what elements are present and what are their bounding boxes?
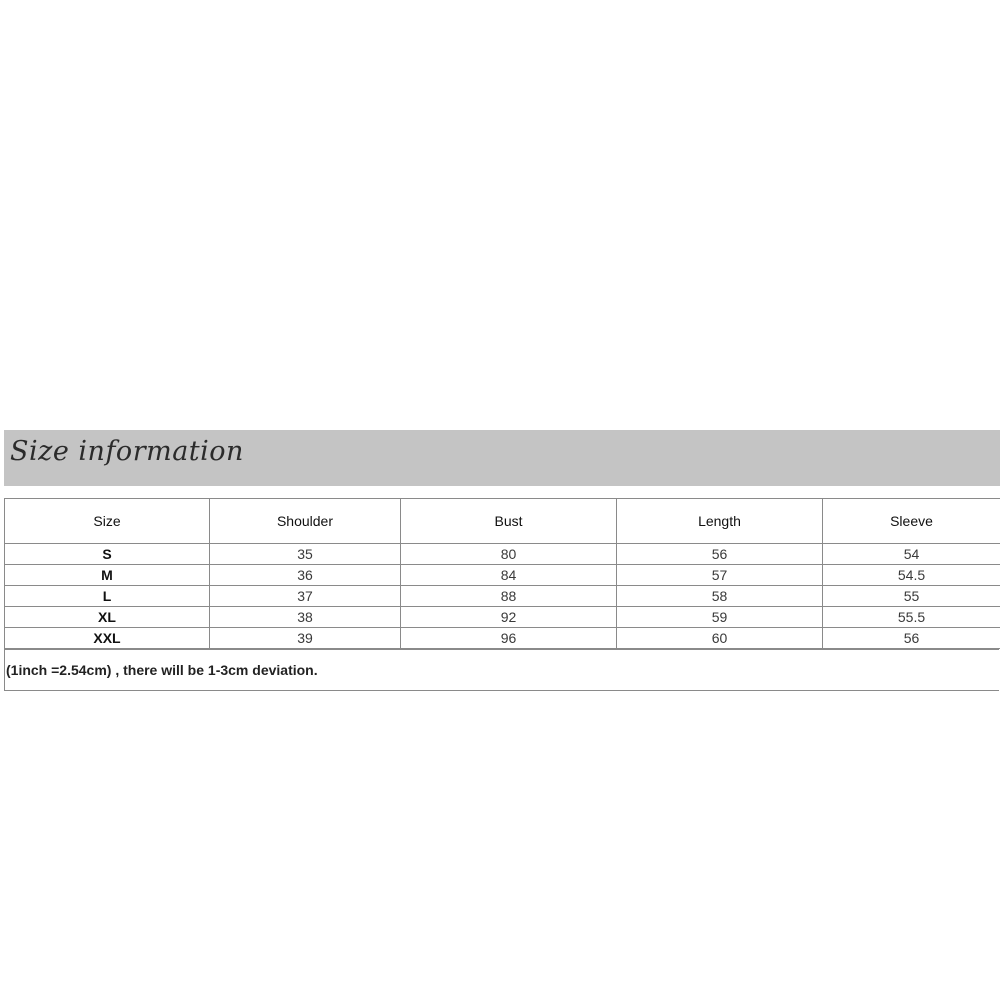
length-cell: 57 [617, 565, 823, 586]
shoulder-cell: 38 [210, 607, 401, 628]
size-cell: XL [5, 607, 210, 628]
page-title: Size information [10, 436, 244, 467]
table-header-row [5, 499, 1000, 544]
bust-cell: 84 [401, 565, 617, 586]
column-header-length: Length [617, 499, 823, 544]
size-cell: XXL [5, 628, 210, 649]
column-header-shoulder: Shoulder [210, 499, 401, 544]
table-row [5, 586, 1000, 607]
length-cell: 58 [617, 586, 823, 607]
bust-cell: 80 [401, 544, 617, 565]
column-header-bust: Bust [401, 499, 617, 544]
size-info-banner [4, 430, 1000, 486]
deviation-note: (1inch =2.54cm) , there will be 1-3cm deviation. [6, 662, 318, 678]
length-cell: 60 [617, 628, 823, 649]
bust-cell: 92 [401, 607, 617, 628]
sleeve-cell: 55 [823, 586, 1000, 607]
deviation-note-box [4, 649, 999, 691]
table-row [5, 628, 1000, 649]
size-cell: S [5, 544, 210, 565]
table-row [5, 565, 1000, 586]
size-chart-table [4, 498, 1000, 649]
table-row [5, 607, 1000, 628]
length-cell: 56 [617, 544, 823, 565]
column-header-size: Size [5, 499, 210, 544]
sleeve-cell: 55.5 [823, 607, 1000, 628]
length-cell: 59 [617, 607, 823, 628]
shoulder-cell: 39 [210, 628, 401, 649]
sleeve-cell: 54.5 [823, 565, 1000, 586]
size-cell: M [5, 565, 210, 586]
shoulder-cell: 37 [210, 586, 401, 607]
size-cell: L [5, 586, 210, 607]
column-header-sleeve: Sleeve [823, 499, 1000, 544]
sleeve-cell: 54 [823, 544, 1000, 565]
bust-cell: 88 [401, 586, 617, 607]
shoulder-cell: 36 [210, 565, 401, 586]
bust-cell: 96 [401, 628, 617, 649]
shoulder-cell: 35 [210, 544, 401, 565]
sleeve-cell: 56 [823, 628, 1000, 649]
table-row [5, 544, 1000, 565]
